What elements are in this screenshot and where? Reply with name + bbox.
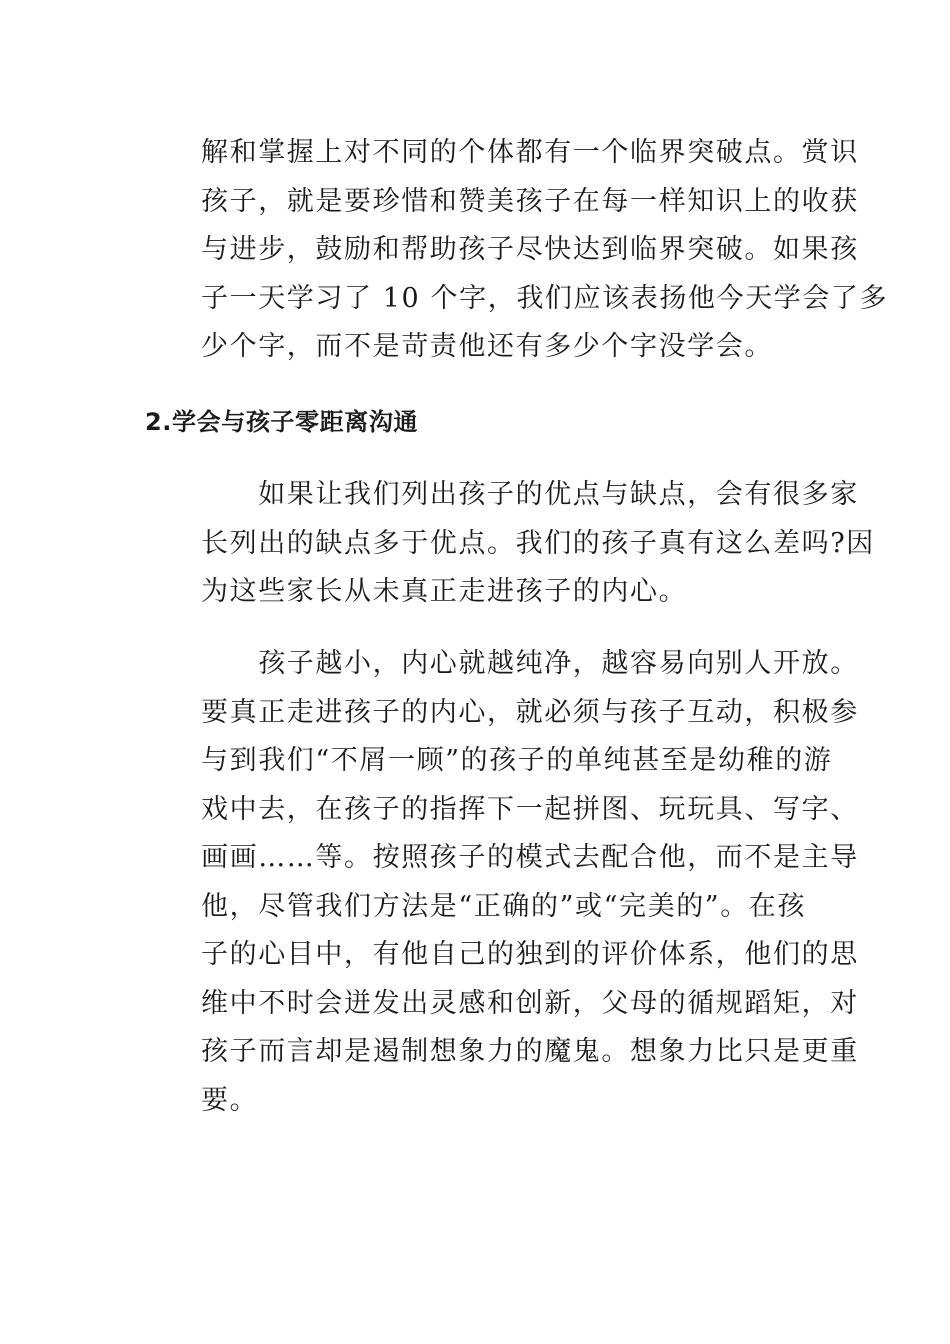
paragraph-line: 解和掌握上对不同的个体都有一个临界突破点。赏识	[201, 137, 859, 168]
paragraph-line: 如果让我们列出孩子的优点与缺点，会有很多家	[201, 479, 859, 510]
paragraph-line: 与到我们“不屑一顾”的孩子的单纯甚至是幼稚的游	[201, 745, 833, 776]
paragraph-line: 子一天学习了 10 个字，我们应该表扬他今天学会了多	[201, 282, 889, 314]
paragraph-line: 孩子而言却是遏制想象力的魔鬼。想象力比只是更重	[201, 1036, 859, 1067]
paragraph-2	[201, 471, 875, 617]
paragraph-line: 与进步，鼓励和帮助孩子尽快达到临界突破。如果孩	[201, 234, 859, 265]
paragraph-line: 戏中去，在孩子的指挥下一起拼图、玩玩具、写字、	[201, 793, 859, 825]
paragraph-line: 要真正走进孩子的内心，就必须与孩子互动，积极参	[201, 696, 859, 728]
paragraph-line: 他，尽管我们方法是“正确的”或“完美的”。在孩	[201, 890, 807, 922]
paragraph-3	[201, 640, 859, 1125]
paragraph-line: 子的心目中，有他自己的独到的评价体系，他们的思	[201, 939, 859, 970]
paragraph-line: 画画……等。按照孩子的模式去配合他，而不是主导	[201, 842, 859, 873]
paragraph-line: 孩子，就是要珍惜和赞美孩子在每一样知识上的收获	[201, 185, 859, 217]
paragraph-line: 维中不时会迸发出灵感和创新，父母的循规蹈矩，对	[201, 987, 859, 1019]
paragraph-line: 长列出的缺点多于优点。我们的孩子真有这么差吗?因	[201, 527, 875, 559]
paragraph-line: 孩子越小，内心就越纯净，越容易向别人开放。	[201, 648, 859, 679]
paragraph-1	[201, 129, 888, 372]
paragraph-line: 少个字，而不是苛责他还有多少个字没学会。	[201, 331, 773, 362]
paragraph-line: 要。	[201, 1084, 259, 1116]
section-heading: 2.学会与孩子零距离沟通	[145, 408, 419, 436]
paragraph-line: 为这些家长从未真正走进孩子的内心。	[201, 576, 688, 607]
